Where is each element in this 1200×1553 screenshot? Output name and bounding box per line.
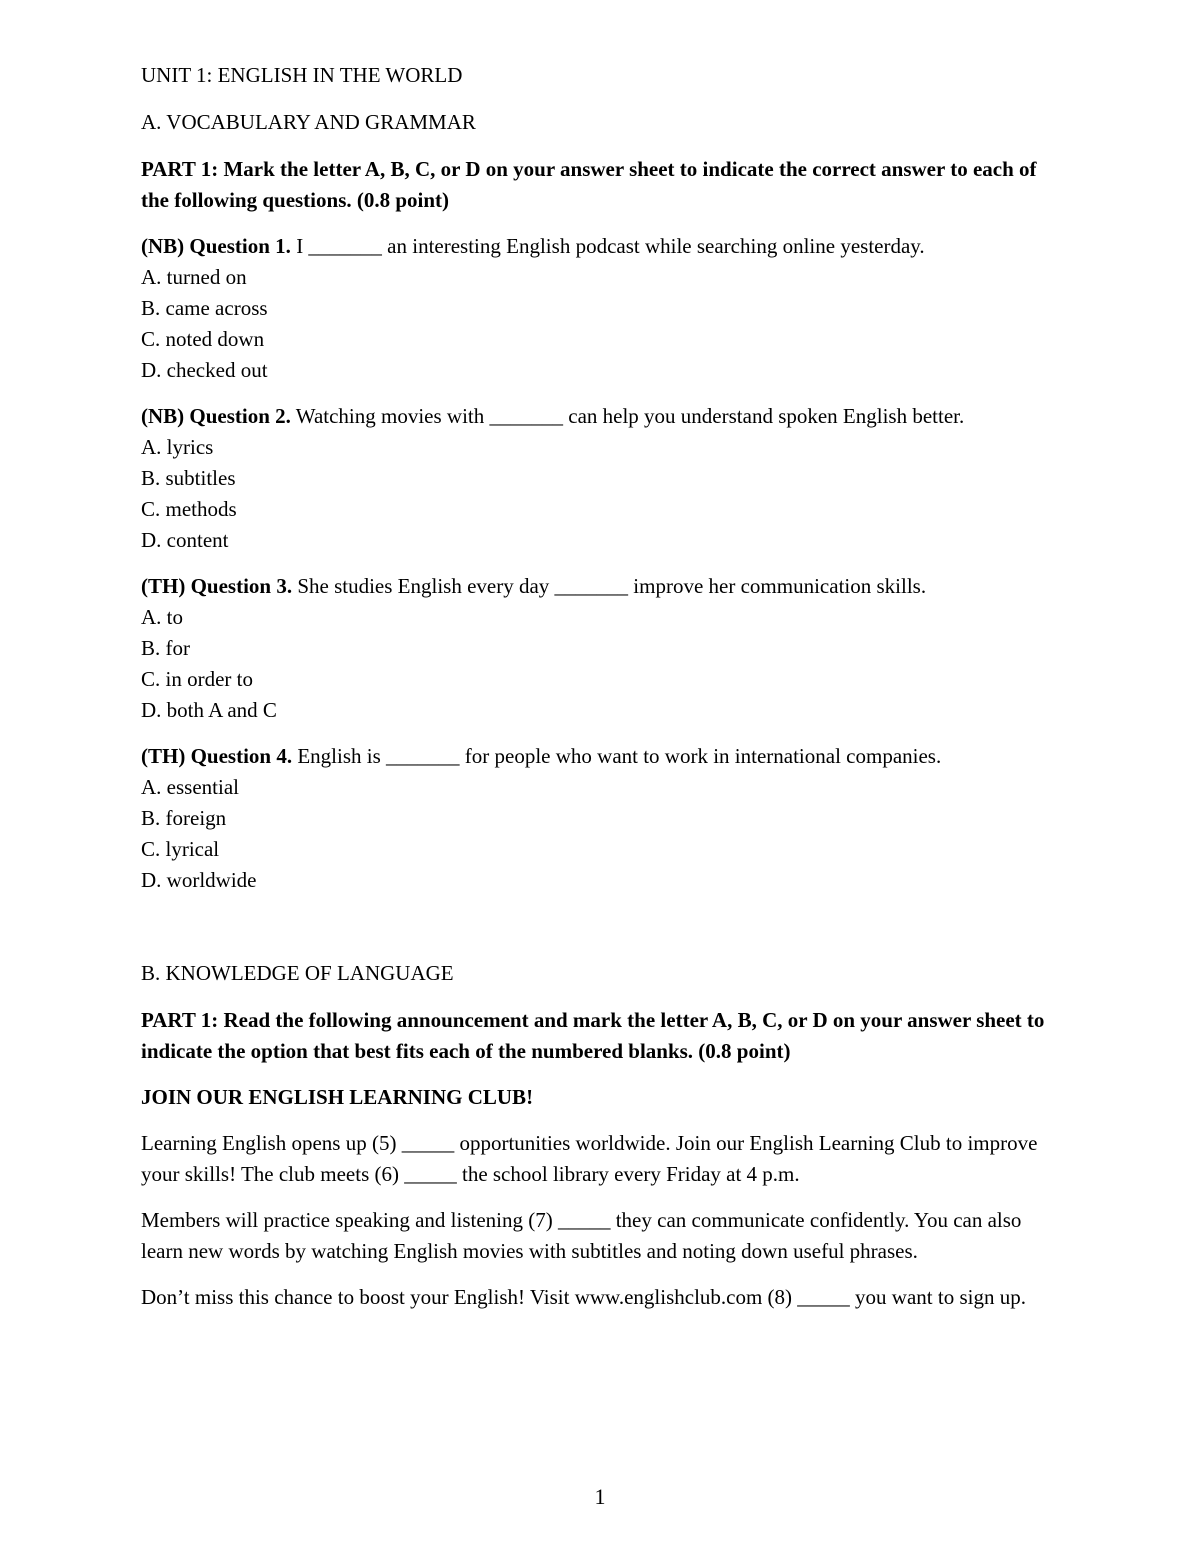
section-a-part-title: PART 1: Mark the letter A, B, C, or D on your answer sheet to indicate the correct answer to each of the following questions. (0.8 point) xyxy=(141,157,1037,212)
option-a: A. turned on xyxy=(141,265,247,289)
document-page xyxy=(141,60,1061,1328)
page-number: 1 xyxy=(594,1484,606,1509)
question-text: She studies English every day _______ improve her communication skills. xyxy=(292,574,927,598)
question-text: I _______ an interesting English podcast while searching online yesterday. xyxy=(290,234,925,258)
option-b: B. for xyxy=(141,636,190,660)
question-2 xyxy=(141,401,1061,556)
option-b: B. came across xyxy=(141,296,268,320)
announcement-paragraph-3: Don’t miss this chance to boost your English! Visit www.englishclub.com (8) _____ you want to sign up. xyxy=(141,1285,1026,1309)
question-text: Watching movies with _______ can help you understand spoken English better. xyxy=(290,404,965,428)
section-spacer xyxy=(141,911,1061,958)
option-b: B. subtitles xyxy=(141,466,236,490)
option-d: D. checked out xyxy=(141,358,268,382)
unit-title: UNIT 1: ENGLISH IN THE WORLD xyxy=(141,63,463,87)
question-text: English is _______ for people who want to work in international companies. xyxy=(292,744,942,768)
question-label: (TH) Question 3. xyxy=(141,574,293,598)
question-1 xyxy=(141,231,1061,386)
option-b: B. foreign xyxy=(141,806,227,830)
option-d: D. both A and C xyxy=(141,698,277,722)
section-b-part-title: PART 1: Read the following announcement and mark the letter A, B, C, or D on your answer sheet to indicate the option that best fits each of the numbered blanks. (0.8 point) xyxy=(141,1008,1045,1063)
question-label: (NB) Question 1. xyxy=(141,234,291,258)
option-c: C. in order to xyxy=(141,667,253,691)
option-a: A. essential xyxy=(141,775,239,799)
option-c: C. methods xyxy=(141,497,237,521)
option-c: C. lyrical xyxy=(141,837,220,861)
question-stem xyxy=(141,401,1061,432)
question-stem xyxy=(141,741,1061,772)
option-c: C. noted down xyxy=(141,327,265,351)
question-label: (NB) Question 2. xyxy=(141,404,291,428)
question-stem xyxy=(141,231,1061,262)
section-b-title: B. KNOWLEDGE OF LANGUAGE xyxy=(141,961,454,985)
question-3 xyxy=(141,571,1061,726)
option-d: D. content xyxy=(141,528,229,552)
question-stem xyxy=(141,571,1061,602)
option-d: D. worldwide xyxy=(141,868,257,892)
option-a: A. lyrics xyxy=(141,435,214,459)
option-a: A. to xyxy=(141,605,183,629)
announcement-title: JOIN OUR ENGLISH LEARNING CLUB! xyxy=(141,1085,534,1109)
announcement-paragraph-2: Members will practice speaking and listening (7) _____ they can communicate confidently. You can also learn new words by watching English movies with subtitles and noting down useful phrases. xyxy=(141,1208,1022,1263)
announcement-paragraph-1: Learning English opens up (5) _____ opportunities worldwide. Join our English Learning Club to improve your skills! The club meets (6) _____ the school library every Friday at 4 p.m. xyxy=(141,1131,1038,1186)
question-4 xyxy=(141,741,1061,896)
question-label: (TH) Question 4. xyxy=(141,744,293,768)
section-a-title: A. VOCABULARY AND GRAMMAR xyxy=(141,110,476,134)
